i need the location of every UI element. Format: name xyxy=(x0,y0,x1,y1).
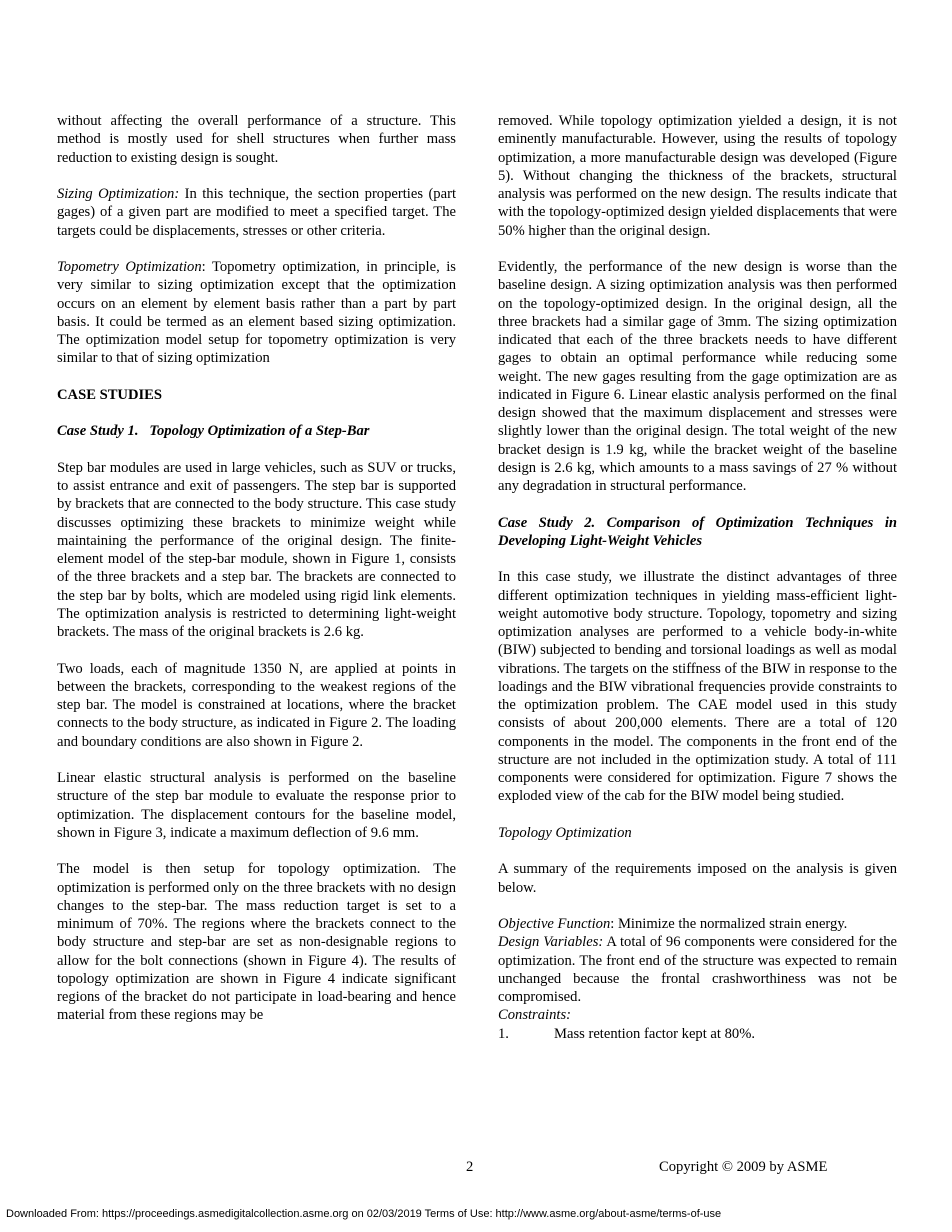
paragraph-linear-analysis: Linear elastic structural analysis is performed on the baseline structure of the step bar module to evaluate the response prior to optimization. The displacement contours for the baseline model, shown in Figure 3, indicate a maximum deflection of 9.6 mm. xyxy=(57,770,456,841)
topometry-text: : Topometry optimization, in principle, is very similar to sizing optimization except that the optimization occurs on an element by element basis rather than a part by part basis. It could be termed as an element based sizing optimization. The optimization model setup for topometry optimization is very similar to that of sizing optimization xyxy=(57,259,456,367)
topometry-label: Topometry Optimization xyxy=(57,259,202,275)
constraint-item-1-text: Mass retention factor kept at 80%. xyxy=(554,1025,756,1042)
page-number: 2 xyxy=(466,1159,474,1175)
right-column xyxy=(498,112,897,1043)
sizing-label: Sizing Optimization: xyxy=(57,186,180,202)
design-variables-line xyxy=(498,933,897,1006)
design-text: A total of 96 components were considered for the optimization. The front end of the structure was expected to remain unchanged because the frontal crashworthiness was not be compromised. xyxy=(498,934,897,1005)
case-study-2-title: Case Study 2. Comparison of Optimization Techniques in Developing Light-Weight Vehicles xyxy=(498,514,897,549)
sizing-text: In this technique, the section properties (part gages) of a given part are modified to meet a specified target. The targets could be displacements, stresses or other criteria. xyxy=(57,186,456,239)
paragraph-case-study-2: In this case study, we illustrate the distinct advantages of three different optimization techniques in yielding mass-efficient light-weight automotive body structure. Topology, topometry and sizing optimization analyses are performed to a vehicle body-in-white (BIW) subjected to bending and torsional loadings as well as modal vibrations. The targets on the stiffness of the BIW in response to the loadings and the BIW vibrational frequencies provide constraints to the optimization problem. The CAE model used in this study consists of about 200,000 elements. There are a total of 120 components in the model. The components in the front end of the structure are not included in the optimization study. A total of 111 components were considered for optimization. Figure 7 shows the exploded view of the cab for the BIW model being studied. xyxy=(498,569,897,805)
constraints-label: Constraints: xyxy=(498,1007,571,1024)
download-notice: Downloaded From: https://proceedings.asmedigitalcollection.asme.org on 02/03/2019 Terms of Use: http://www.asme.org/about-asme/terms-of-use xyxy=(6,1208,722,1220)
objective-label: Objective Function xyxy=(498,916,611,932)
objective-function-line xyxy=(498,915,897,933)
paragraph-removed: removed. While topology optimization yielded a design, it is not eminently manufacturable. However, using the results of topology optimization, a more manufacturable design was developed (Figure 5). Without changing the thickness of the brackets, structural analysis was performed on the new design. The results indicate that with the topology-optimized design yielded displacements that were 50% higher than the original design. xyxy=(498,113,897,239)
paragraph-model-setup: The model is then setup for topology optimization. The optimization is performed only on the three brackets with no design changes to the step-bar. The mass reduction target is set to a minimum of 70%. The regions where the brackets connect to the body structure and step-bar are set as non-designable regions to allow for the bolt connections (shown in Figure 4). The results of topology optimization are shown in Figure 4 indicate significant regions of the bracket do not participate in load-bearing and hence material from these regions may be xyxy=(57,861,456,1024)
topology-optimization-subhead: Topology Optimization xyxy=(498,824,632,841)
paragraph-step-bar: Step bar modules are used in large vehicles, such as SUV or trucks, to assist entrance and exit of passengers. The step bar is supported by brackets that are connected to the body structure. This case study discusses optimizing these brackets to minimize weight while maintaining the performance of the original design. The finite-element model of the step-bar module, shown in Figure 1, consists of the three brackets and a step bar. The brackets are connected to the step bar by bolts, which are modeled using rigid link elements. The optimization analysis is restricted to determining light-weight brackets. The mass of the original brackets is 2.6 kg. xyxy=(57,459,456,640)
case-study-1-title: Case Study 1. Topology Optimization of a Step-Bar xyxy=(57,423,370,440)
paragraph-summary: A summary of the requirements imposed on the analysis is given below. xyxy=(498,861,897,896)
paragraph-sizing-optimization xyxy=(57,185,456,240)
paragraph-intro-continuation: without affecting the overall performance of a structure. This method is mostly used for shell structures when further mass reduction to existing design is sought. xyxy=(57,113,456,166)
paragraph-evidently: Evidently, the performance of the new design is worse than the baseline design. A sizing optimization analysis was then performed on the topology-optimized design. In the original design, all the three brackets had a similar gage of 3mm. The sizing optimization indicated that each of the three brackets needs to have different gages to obtain an optimal performance while reducing some weight. The new gages resulting from the gage optimization are as indicated in Figure 6. Linear elastic analysis performed on the final design showed that the maximum displacement and stresses were slightly lower than the original design. The total weight of the new bracket design is 1.9 kg, while the bracket weight of the baseline design is 2.6 kg, which amounts to a mass savings of 27 % without any degradation in structural performance. xyxy=(498,259,897,494)
paragraph-loads: Two loads, each of magnitude 1350 N, are applied at points in between the brackets, corresponding to the weakest regions of the step bar. The model is constrained at locations, where the bracket connects to the body structure, as indicated in Figure 2. The loading and boundary conditions are also shown in Figure 2. xyxy=(57,660,456,750)
design-label: Design Variables: xyxy=(498,934,604,951)
constraint-item-1-number: 1. xyxy=(498,1025,509,1042)
case-studies-heading: CASE STUDIES xyxy=(57,386,163,403)
left-column xyxy=(57,112,456,1025)
paragraph-topometry-optimization xyxy=(57,258,456,368)
constraint-item-1 xyxy=(498,1025,897,1043)
copyright-notice: Copyright © 2009 by ASME xyxy=(659,1159,828,1175)
objective-text: : Minimize the normalized strain energy. xyxy=(610,916,848,932)
